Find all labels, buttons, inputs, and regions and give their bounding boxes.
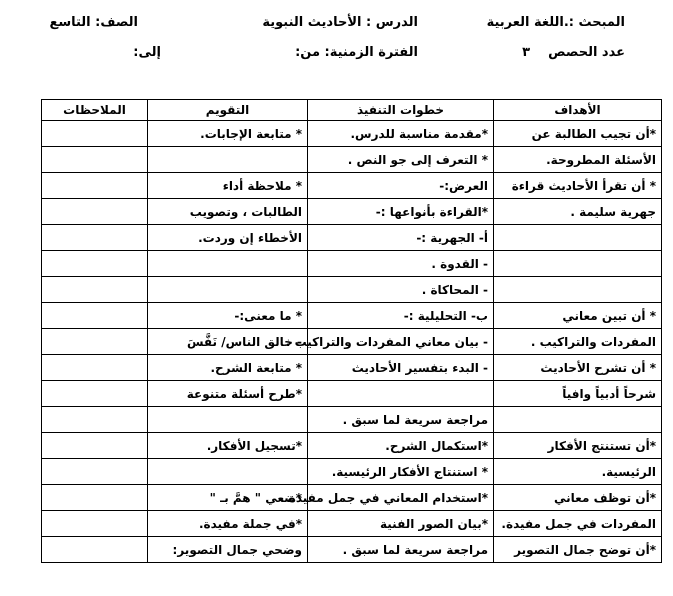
to-label: إلى: [133,45,161,60]
evaluation-cell: * ما معنى:- [148,303,308,329]
objective-cell: * أن تبين معاني [494,303,662,329]
step-cell: - القدوة . [308,251,494,277]
step-cell: *مقدمة مناسبة للدرس. [308,121,494,147]
objective-cell: الأسئلة المطروحة. [494,147,662,173]
evaluation-cell [148,277,308,303]
periods-label: عدد الحصص [548,45,625,60]
grade-label: الصف: التاسع [49,15,138,30]
table-row [42,459,662,485]
objective-cell: * أن تشرح الأحاديث [494,355,662,381]
evaluation-cell [148,251,308,277]
lesson-plan-table [41,99,662,563]
period-range-label: الفترة الزمنية: من: [295,45,418,60]
subject-label: المبحث :.اللغة العربية [486,15,625,30]
objective-cell: الرئيسية. [494,459,662,485]
objective-cell [494,225,662,251]
table-body [42,121,662,563]
notes-cell [42,225,148,251]
step-cell: أ- الجهرية :- [308,225,494,251]
evaluation-cell: *في جملة مفيدة. [148,511,308,537]
table-row [42,355,662,381]
table-row [42,485,662,511]
evaluation-cell [148,407,308,433]
notes-cell [42,199,148,225]
evaluation-cell [148,147,308,173]
objective-cell: *أن تجيب الطالبة عن [494,121,662,147]
step-cell: - بيان معاني المفردات والتراكيب . [308,329,494,355]
step-cell: * التعرف إلى جو النص . [308,147,494,173]
objective-cell: *أن توضح جمال التصوير [494,537,662,563]
table-row [42,433,662,459]
table-row [42,173,662,199]
table-row [42,225,662,251]
evaluation-cell: * متابعة الإجابات. [148,121,308,147]
notes-cell [42,251,148,277]
notes-cell [42,329,148,355]
step-cell: *استخدام المعاني في جمل مفيدة . [308,485,494,511]
column-header-evaluation: التقويم [148,100,308,121]
step-cell: العرض:- [308,173,494,199]
table-row [42,407,662,433]
evaluation-cell: وضحي جمال التصوير: [148,537,308,563]
evaluation-cell [148,459,308,485]
table-row [42,537,662,563]
table-row [42,199,662,225]
notes-cell [42,511,148,537]
evaluation-cell: *ضعي " همَّ بـ " [148,485,308,511]
objective-cell [494,251,662,277]
objective-cell: *أن تستنتج الأفكار [494,433,662,459]
notes-cell [42,355,148,381]
notes-cell [42,407,148,433]
objective-cell [494,407,662,433]
step-cell: - البدء بتفسير الأحاديث [308,355,494,381]
table-row [42,121,662,147]
column-header-steps: خطوات التنفيذ [308,100,494,121]
notes-cell [42,147,148,173]
objective-cell: * أن تقرأ الأحاديث قراءة [494,173,662,199]
evaluation-cell: * ملاحظة أداء [148,173,308,199]
evaluation-cell: الأخطاء إن وردت. [148,225,308,251]
lesson-label: الدرس : الأحاديث النبوية [262,15,418,30]
table-row [42,277,662,303]
step-cell: *استكمال الشرح. [308,433,494,459]
column-header-objectives: الأهداف [494,100,662,121]
step-cell: مراجعة سريعة لما سبق . [308,537,494,563]
table-row [42,147,662,173]
column-header-notes: الملاحظات [42,100,148,121]
step-cell: *القراءة بأنواعها :- [308,199,494,225]
step-cell: *بيان الصور الفنية [308,511,494,537]
notes-cell [42,537,148,563]
evaluation-cell: * متابعة الشرح. [148,355,308,381]
step-cell: ب- التحليلية :- [308,303,494,329]
notes-cell [42,121,148,147]
evaluation-cell: *تسجيل الأفكار. [148,433,308,459]
table-header-row [42,100,662,121]
evaluation-cell: *طرح أسئلة متنوعة [148,381,308,407]
notes-cell [42,173,148,199]
objective-cell: *أن توظف معاني [494,485,662,511]
notes-cell [42,303,148,329]
step-cell [308,381,494,407]
table-row [42,511,662,537]
notes-cell [42,277,148,303]
evaluation-cell: - خالق الناس/ نَفَّسَ [148,329,308,355]
objective-cell: شرحاً أدبياً وافياً [494,381,662,407]
evaluation-cell: الطالبات ، وتصويب [148,199,308,225]
table-row [42,303,662,329]
objective-cell: المفردات في جمل مفيدة. [494,511,662,537]
step-cell: - المحاكاة . [308,277,494,303]
notes-cell [42,459,148,485]
objective-cell [494,277,662,303]
periods-value: ٣ [522,45,530,60]
table-row [42,329,662,355]
notes-cell [42,433,148,459]
step-cell: * استنتاج الأفكار الرئيسية. [308,459,494,485]
notes-cell [42,485,148,511]
step-cell: مراجعة سريعة لما سبق . [308,407,494,433]
objective-cell: المفردات والتراكيب . [494,329,662,355]
table-row [42,251,662,277]
table-row [42,381,662,407]
objective-cell: جهرية سليمة . [494,199,662,225]
notes-cell [42,381,148,407]
